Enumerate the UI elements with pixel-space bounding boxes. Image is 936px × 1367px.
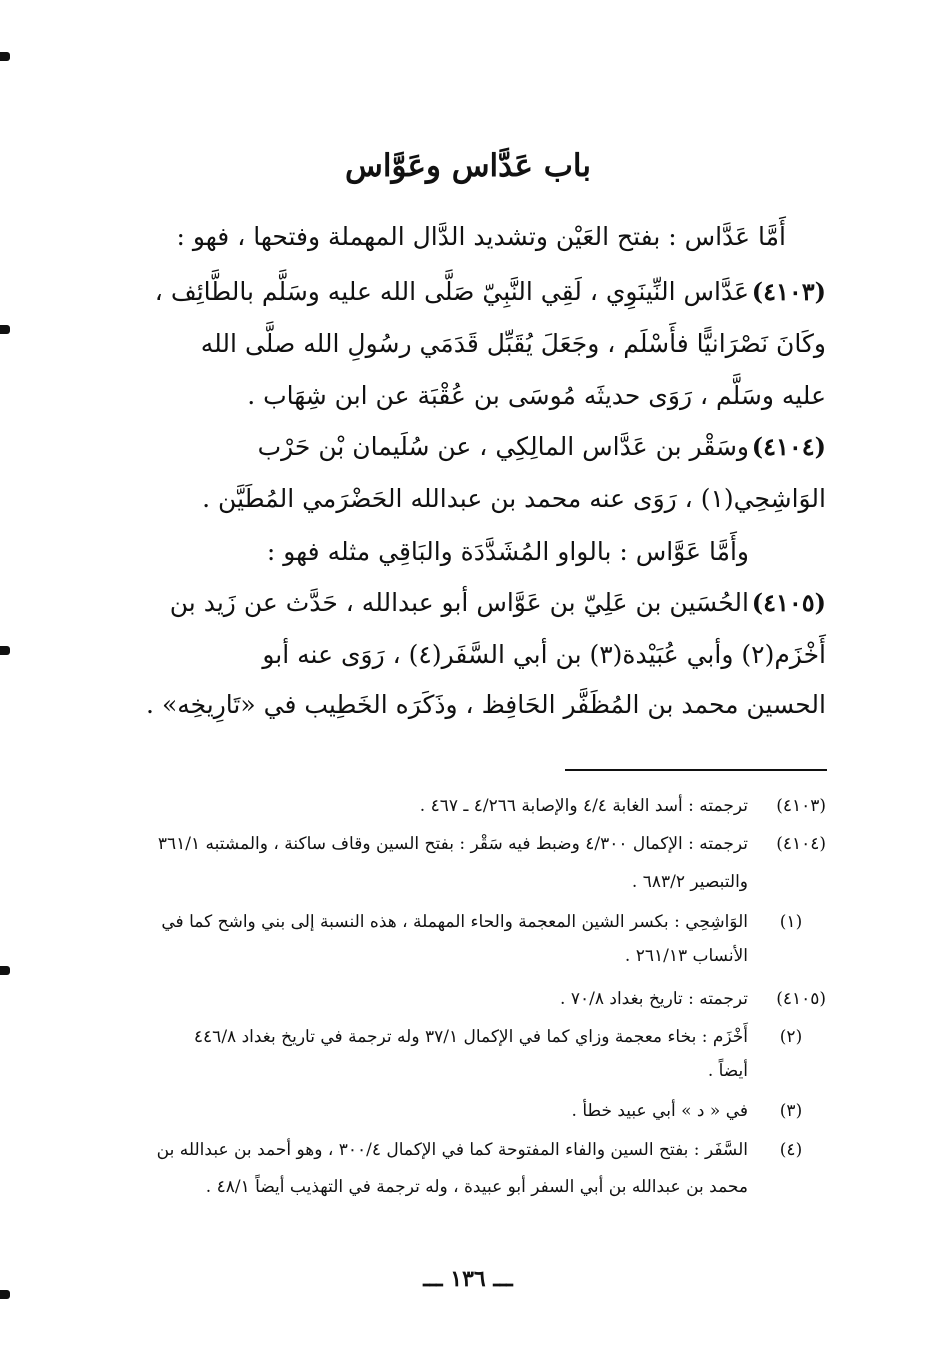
footnote-number: (٢) bbox=[779, 1027, 803, 1047]
footnote-text: أيضاً . bbox=[707, 1061, 748, 1081]
chapter-title: باب عَدَّاس وعَوَّاس bbox=[344, 148, 591, 184]
footnote-text: أَخْزَم : بخاء معجمة وزاي كما في الإكمال ٣٧/١ وله ترجمة في تاريخ بغداد ٤٤٦/٨ bbox=[193, 1027, 748, 1047]
intro-line: وأَمَّا عَوَّاس : بالواو المُشَدَّدَة والبَاقِي مثله فهو : bbox=[266, 537, 749, 566]
scan-edge-mark bbox=[0, 325, 10, 334]
footnote-text: الأنساب ٢٦١/١٣ . bbox=[624, 946, 748, 966]
footnote-number: (٤١٠٤) bbox=[776, 834, 826, 854]
entry-line: عليه وسَلَّم ، رَوَى حديثَه مُوسَى بن عُقْبَة عن ابن شِهَاب . bbox=[247, 381, 826, 410]
entry-line: الحسين محمد بن المُظَفَّر الحَافِظ ، وذَكَرَه الخَطِيب في «تَارِيخِه» . bbox=[146, 690, 826, 719]
footnote-number: (٤) bbox=[779, 1140, 803, 1160]
entry-line: وسَقْر بن عَدَّاس المالِكِي ، عن سُلَيمان بْن حَرْب bbox=[257, 432, 749, 461]
footnote-text: ترجمته : أسد الغابة ٤/٤ والإصابة ٤/٢٦٦ ـ ٤٦٧ . bbox=[419, 796, 748, 816]
footnote-text: السَّفَر : بفتح السين والفاء المفتوحة كما في الإكمال ٣٠٠/٤ ، وهو أحمد بن عبدالله بن bbox=[156, 1140, 748, 1160]
entry-line: الوَاشِحِي(١) ، رَوَى عنه محمد بن عبدالله الحَضْرَمي المُطَيَّن . bbox=[202, 484, 826, 513]
scan-edge-mark bbox=[0, 52, 10, 61]
page-number: ـــ ١٣٦ ـــ bbox=[423, 1266, 513, 1292]
scan-edge-mark bbox=[0, 966, 10, 975]
footnote-text: الوَاشِحِي : بكسر الشين المعجمة والحاء المهملة ، هذه النسبة إلى بني واشح كما في bbox=[161, 912, 748, 932]
entry-line: الحُسَين بن عَلِيّ بن عَوَّاس أبو عبدالله ، حَدَّث عن زَيد بن bbox=[169, 588, 749, 617]
footnote-text: محمد بن عبدالله بن أبي السفر أبو عبيدة ، وله ترجمة في التهذيب أيضاً ٤٨/١ . bbox=[205, 1177, 748, 1197]
footnote-number: (٤١٠٣) bbox=[776, 796, 826, 816]
intro-line: أَمَّا عَدَّاس : بفتح العَيْن وتشديد الدَّال المهملة وفتحها ، فهو : bbox=[176, 222, 786, 251]
footnote-separator bbox=[565, 769, 827, 771]
entry-line: أَخْزَم(٢) وأبي عُبَيْدة(٣) بن أبي السَّفَر(٤) ، رَوَى عنه أبو bbox=[262, 640, 826, 669]
footnote-number: (٤١٠٥) bbox=[776, 989, 826, 1009]
footnote-text: في « د » أبي عبيد خطأ . bbox=[571, 1101, 748, 1121]
footnote-text: والتبصير ٦٨٣/٢ . bbox=[631, 872, 748, 892]
footnote-number: (١) bbox=[779, 912, 803, 932]
footnote-text: ترجمته : تاريخ بغداد ٧٠/٨ . bbox=[560, 989, 748, 1009]
entry-number: (٤١٠٥) bbox=[751, 588, 826, 617]
entry-line: وكَانَ نَصْرَانيًّا فأَسْلَم ، وجَعَلَ يُقَبِّل قَدَمَي رسُولِ الله صلَّى الله bbox=[200, 329, 826, 358]
entry-line: عَدَّاس النِّينَوِي ، لَقِي النَّبِيّ صَلَّى الله عليه وسَلَّم بالطَّائِف ، bbox=[154, 277, 749, 306]
scan-edge-mark bbox=[0, 646, 10, 655]
footnote-text: ترجمته : الإكمال ٤/٣٠٠ وضبط فيه سَقْر : بفتح السين وقاف ساكنة ، والمشتبه ٣٦١/١ bbox=[157, 834, 748, 854]
entry-number: (٤١٠٣) bbox=[751, 277, 826, 306]
footnote-number: (٣) bbox=[779, 1101, 803, 1121]
entry-number: (٤١٠٤) bbox=[751, 432, 826, 461]
